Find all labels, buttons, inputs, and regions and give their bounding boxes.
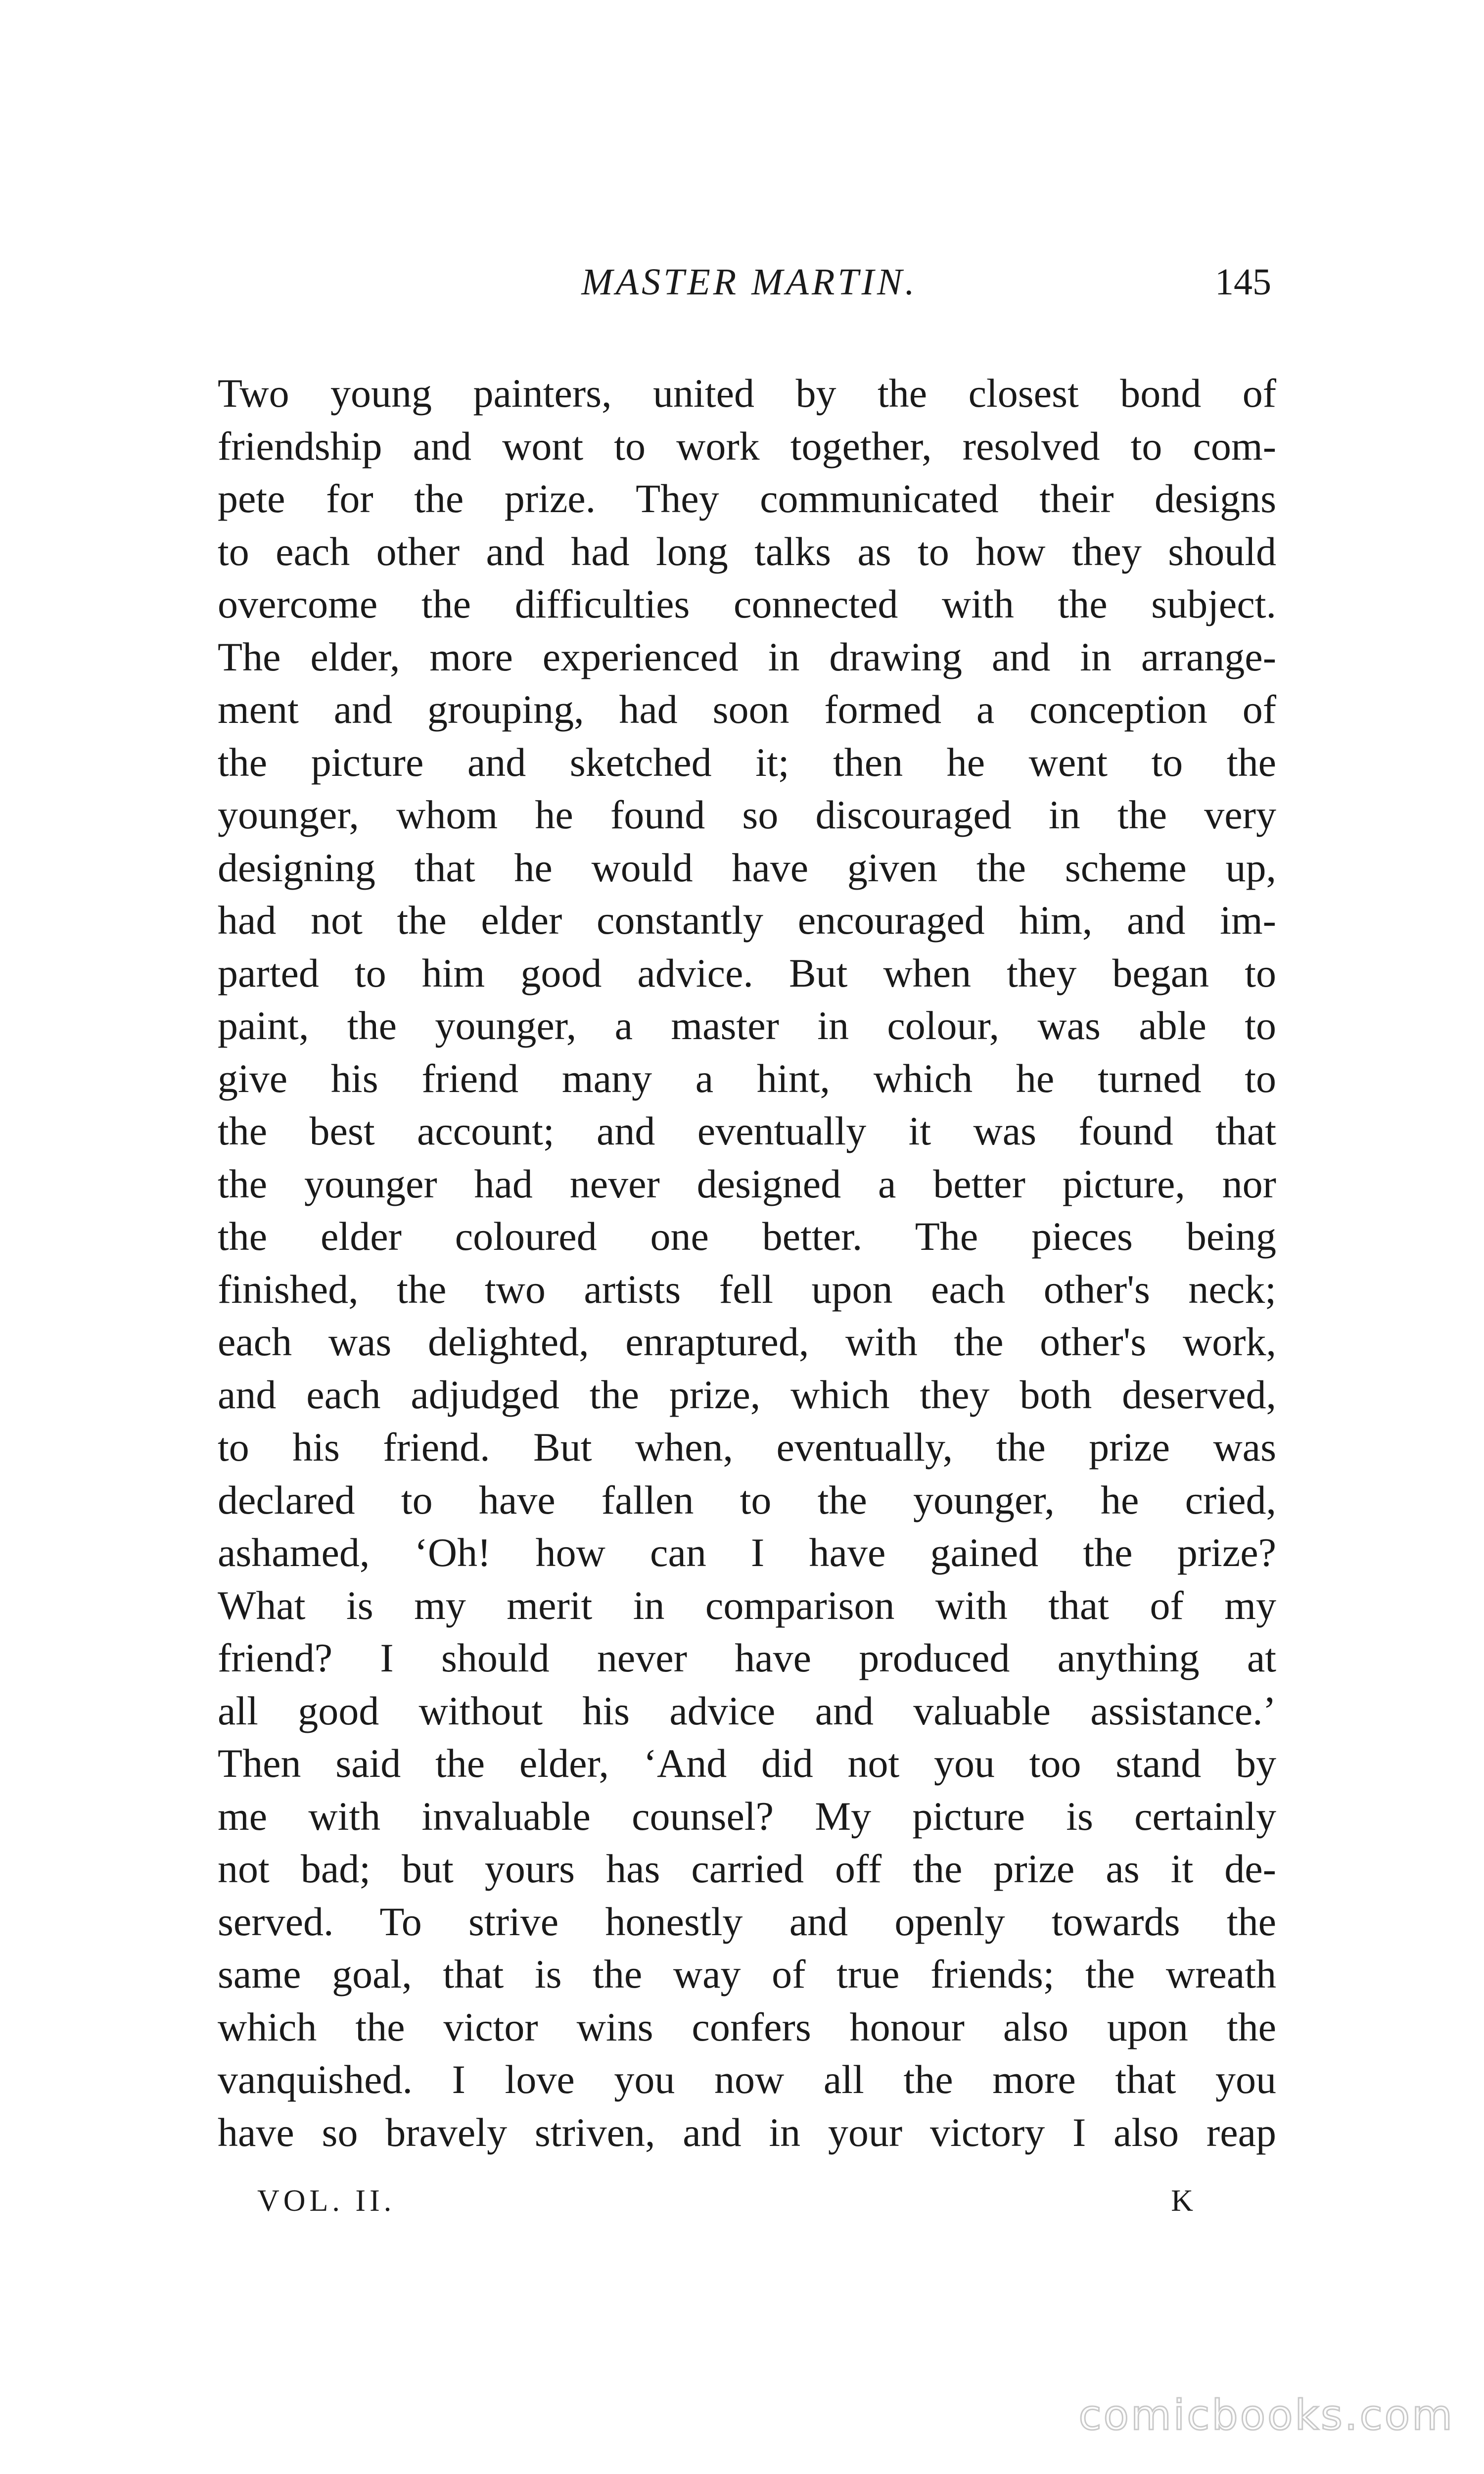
text-line: declared to have fallen to the younger, he cried,: [218, 1477, 1276, 1522]
running-title: MASTER MARTIN.: [581, 261, 918, 303]
text-line: all good without his advice and valuable assistance.’: [218, 1688, 1276, 1733]
text-line: vanquished. I love you now all the more that you: [218, 2057, 1276, 2102]
text-line: Then said the elder, ‘And did not you too stand by: [218, 1741, 1276, 1786]
text-line: to his friend. But when, eventually, the prize was: [218, 1425, 1276, 1470]
text-line: have so bravely striven, and in your victory I also reap: [218, 2109, 1276, 2155]
text-line: designing that he would have given the scheme up,: [218, 845, 1276, 890]
text-line: younger, whom he found so discouraged in the very: [218, 792, 1276, 837]
text-line: friendship and wont to work together, resolved to com-: [218, 423, 1276, 469]
text-line: had not the elder constantly encouraged him, and im-: [218, 898, 1276, 943]
text-line: pete for the prize. They communicated their designs: [218, 476, 1276, 521]
text-line: to each other and had long talks as to how they should: [218, 528, 1276, 574]
text-line: parted to him good advice. But when they began to: [218, 950, 1276, 996]
text-line: served. To strive honestly and openly towards the: [218, 1899, 1276, 1944]
text-line: the younger had never designed a better picture, nor: [218, 1161, 1276, 1206]
site-watermark: comicbooks.com: [1078, 2391, 1454, 2439]
text-line: paint, the younger, a master in colour, was able to: [218, 1003, 1276, 1048]
text-line: finished, the two artists fell upon each other's neck;: [218, 1266, 1276, 1312]
text-line: me with invaluable counsel? My picture is certainly: [218, 1793, 1276, 1839]
text-line: overcome the difficulties connected with the subject.: [218, 581, 1276, 626]
text-line: which the victor wins confers honour also upon the: [218, 2004, 1276, 2049]
signature-mark: K: [1171, 2184, 1197, 2218]
text-line: give his friend many a hint, which he turned to: [218, 1055, 1276, 1101]
text-line: Two young painters, united by the closest bond of: [218, 371, 1276, 416]
text-line: The elder, more experienced in drawing and in arrange-: [218, 634, 1276, 679]
body-text: [218, 367, 1276, 2159]
text-line: ashamed, ‘Oh! how can I have gained the prize?: [218, 1530, 1276, 1575]
text-line: same goal, that is the way of true friends; the wreath: [218, 1951, 1276, 1997]
text-line: and each adjudged the prize, which they both deserved,: [218, 1372, 1276, 1417]
text-line: the best account; and eventually it was found that: [218, 1108, 1276, 1153]
page-number: 145: [1215, 261, 1271, 303]
running-head: [218, 257, 1281, 307]
text-line: friend? I should never have produced anything at: [218, 1635, 1276, 1680]
text-line: the picture and sketched it; then he went to the: [218, 739, 1276, 785]
volume-label: VOL. II.: [257, 2184, 396, 2218]
page-footer: [257, 2181, 1197, 2221]
text-line: not bad; but yours has carried off the prize as it de-: [218, 1846, 1276, 1891]
text-line: ment and grouping, had soon formed a conception of: [218, 687, 1276, 732]
text-line: each was delighted, enraptured, with the other's work,: [218, 1319, 1276, 1364]
text-line: the elder coloured one better. The pieces being: [218, 1214, 1276, 1259]
text-line: What is my merit in comparison with that of my: [218, 1582, 1276, 1628]
